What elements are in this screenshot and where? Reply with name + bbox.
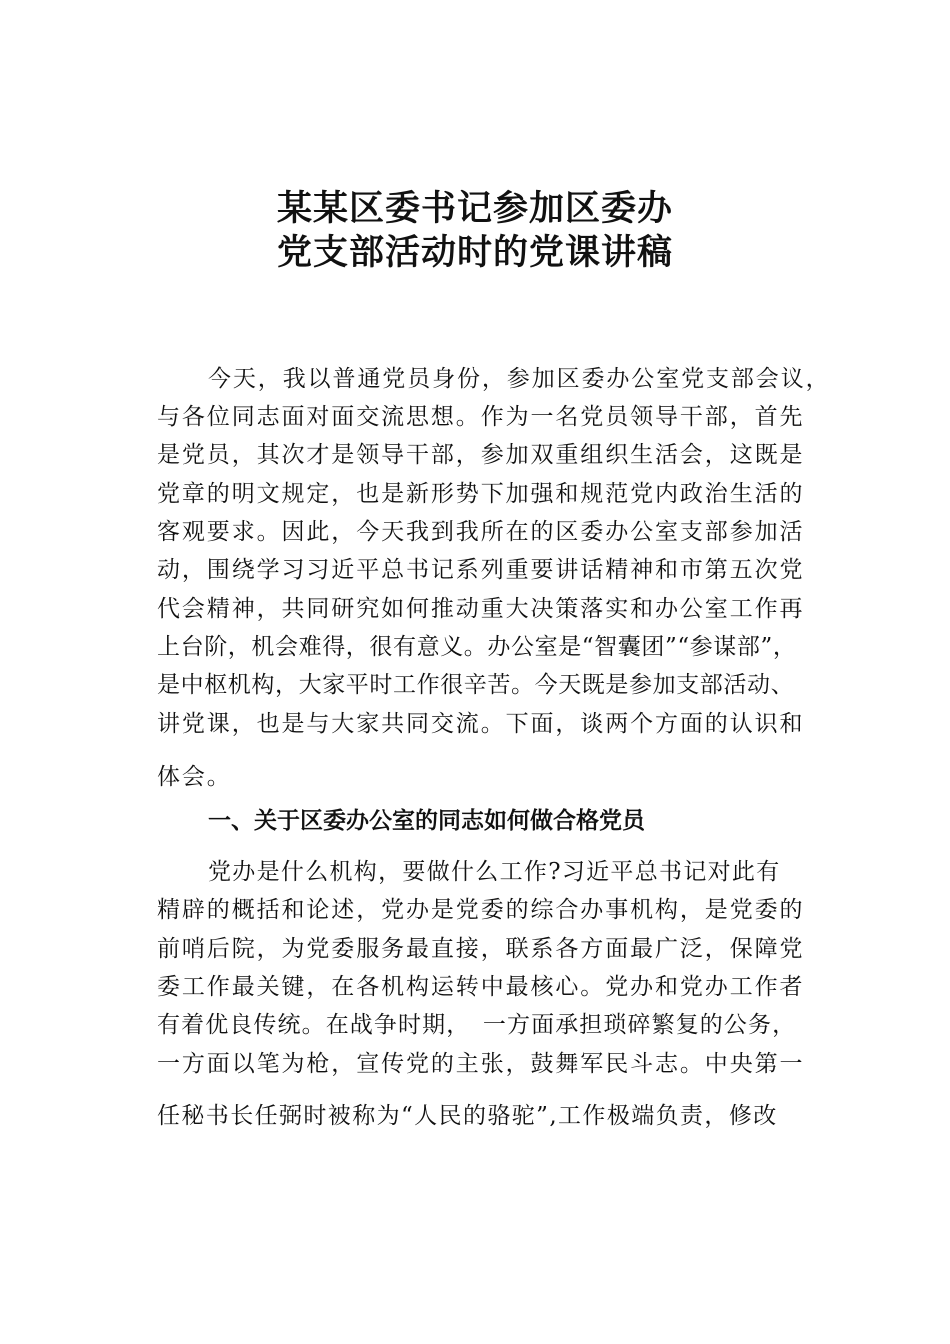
- paragraph-1-line-4: 党章的明文规定，也是新形势下加强和规范党内政治生活的: [157, 481, 805, 507]
- section-1-heading: 一、关于区委办公室的同志如何做合格党员: [208, 808, 645, 834]
- paragraph-1-line-2: 与各位同志面对面交流思想。作为一名党员领导干部，首先: [157, 404, 805, 430]
- paragraph-1-line-3: 是党员，其次才是领导干部，参加双重组织生活会，这既是: [157, 442, 805, 468]
- paragraph-1-line-10: 讲党课，也是与大家共同交流。下面，谈两个方面的认识和: [157, 711, 805, 737]
- paragraph-1-line-8: 上台阶，机会难得，很有意义。办公室是“智囊团”“参谋部”，: [157, 634, 797, 660]
- paragraph-2-line-1: 党办是什么机构，要做什么工作?习近平总书记对此有: [208, 859, 781, 885]
- paragraph-2-line-2: 精辟的概括和论述，党办是党委的综合办事机构，是党委的: [157, 897, 805, 923]
- paragraph-1-line-7: 代会精神，共同研究如何推动重大决策落实和办公室工作再: [157, 596, 805, 622]
- paragraph-2-line-4: 委工作最关键，在各机构运转中最核心。党办和党办工作者: [157, 974, 805, 1000]
- paragraph-1-line-9: 是中枢机构，大家平时工作很辛苦。今天既是参加支部活动、: [157, 672, 795, 698]
- paragraph-2-line-3: 前哨后院，为党委服务最直接，联系各方面最广泛，保障党: [157, 936, 805, 962]
- paragraph-1-line-6: 动，围绕学习习近平总书记系列重要讲话精神和市第五次党: [157, 557, 805, 583]
- paragraph-1-line-11: 体会。: [157, 764, 232, 790]
- paragraph-2-line-5: 有着优良传统。在战争时期， 一方面承担琐碎繁复的公务，: [157, 1012, 797, 1038]
- paragraph-2-line-7: 任秘书长任弼时被称为“人民的骆驼”,工作极端负责，修改: [157, 1103, 778, 1129]
- paragraph-1-line-1: 今天，我以普通党员身份，参加区委办公室党支部会议，: [208, 366, 831, 392]
- document-title-line-1: 某某区委书记参加区委办: [276, 188, 673, 229]
- paragraph-1-line-5: 客观要求。因此，今天我到我所在的区委办公室支部参加活: [157, 519, 805, 545]
- paragraph-2-line-6: 一方面以笔为枪，宣传党的主张，鼓舞军民斗志。中央第一: [157, 1051, 805, 1077]
- document-title-line-2: 党支部活动时的党课讲稿: [276, 232, 673, 273]
